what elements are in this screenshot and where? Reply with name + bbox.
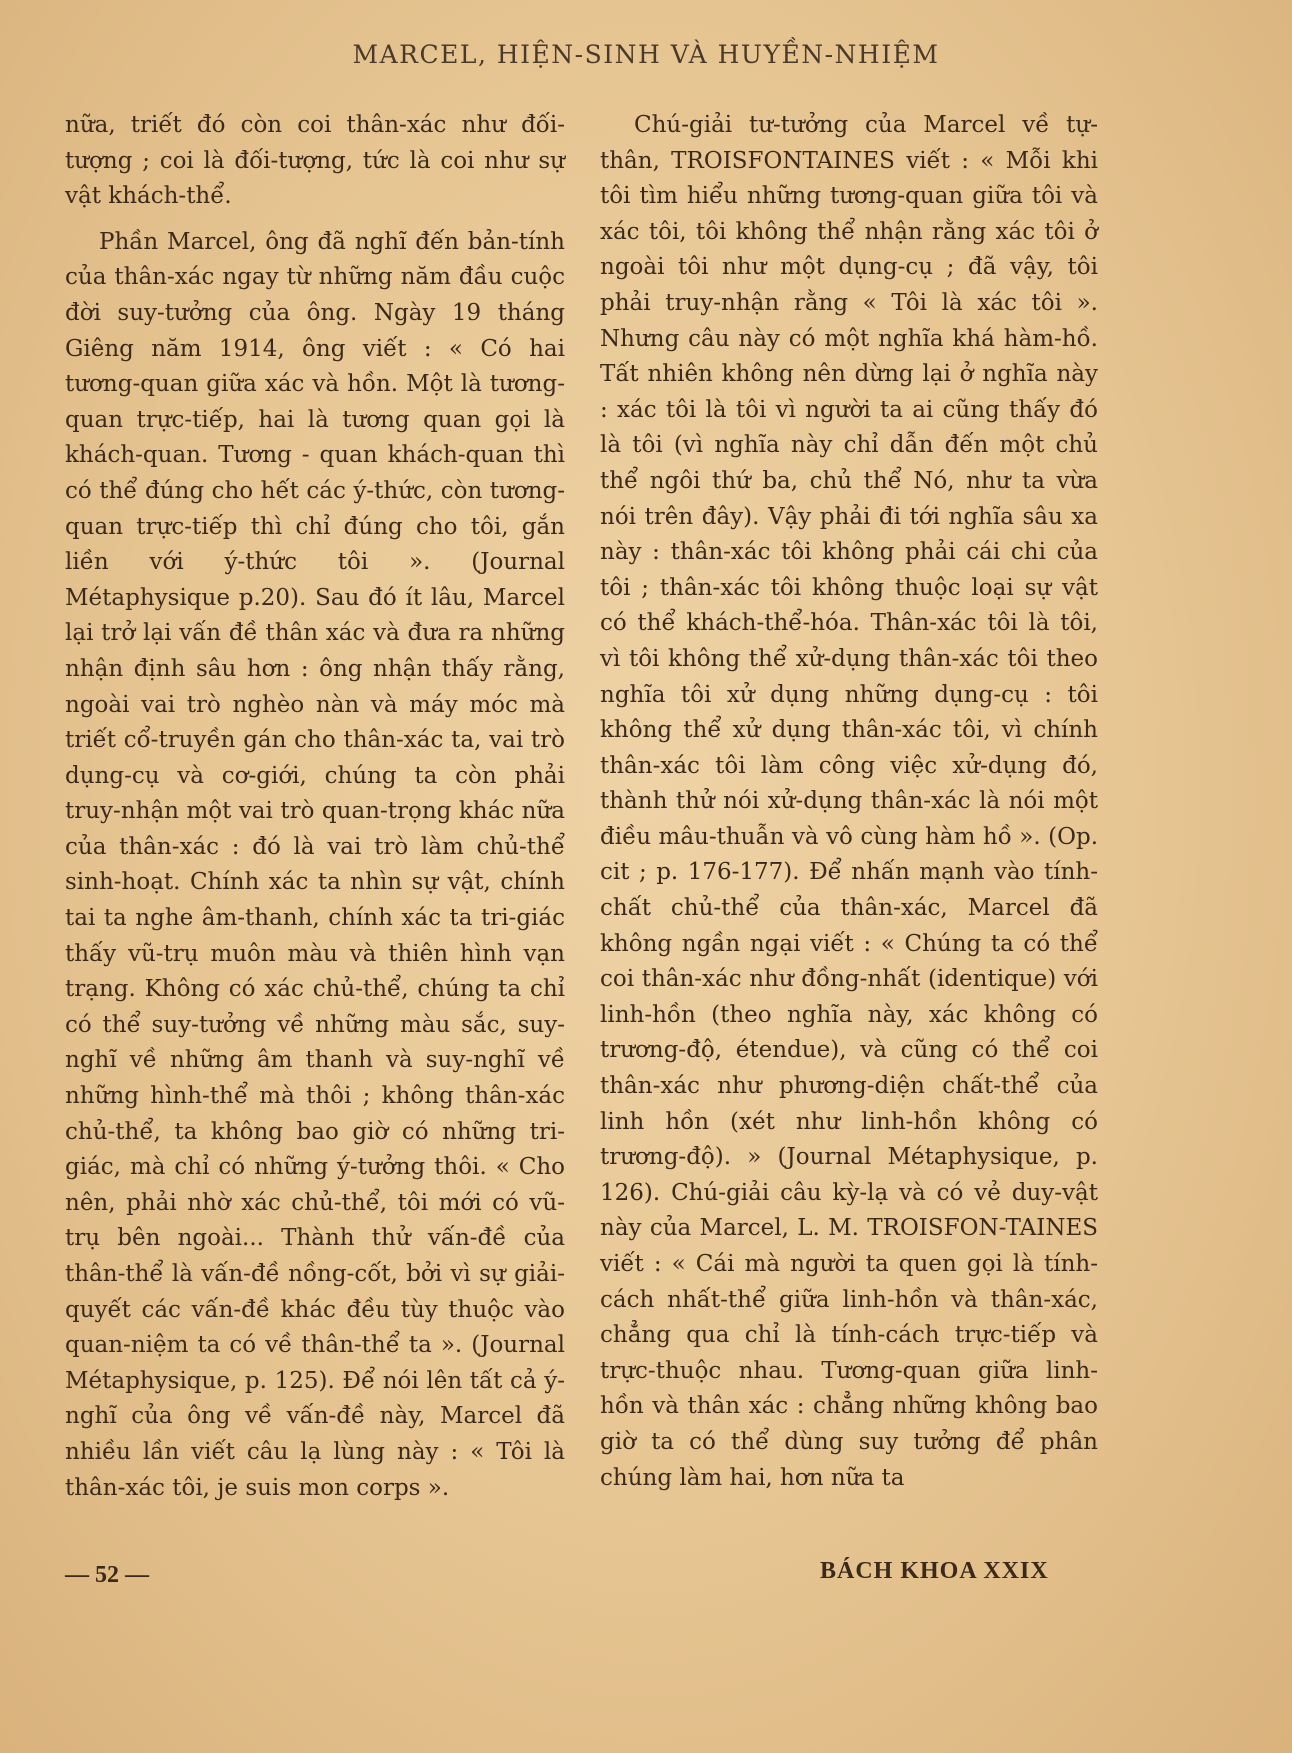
left-column	[65, 108, 565, 1506]
right-paragraph-1: Chú-giải tư-tưởng của Marcel về tự-thân, TROISFONTAINES viết : « Mỗi khi tôi tìm hiểu những tương-quan giữa tôi và xác tôi, tôi không thể nhận rằng xác tôi ở ngoài tôi như một dụng-cụ ; đã vậy, tôi phải truy-nhận rằng « Tôi là xác tôi ». Nhưng câu này có một nghĩa khá hàm-hồ. Tất nhiên không nên dừng lại ở nghĩa này : xác tôi là tôi vì người ta ai cũng thấy đó là tôi (vì nghĩa này chỉ dẫn đến một chủ thể ngôi thứ ba, chủ thể Nó, như ta vừa nói trên đây). Vậy phải đi tới nghĩa sâu xa này : thân-xác tôi không phải cái chi của tôi ; thân-xác tôi không thuộc loại sự vật có thể khách-thể-hóa. Thân-xác tôi là tôi, vì tôi không thể xử-dụng thân-xác tôi theo nghĩa tôi xử dụng những dụng-cụ : tôi không thể xử dụng thân-xác tôi, vì chính thân-xác tôi làm công việc xử-dụng đó, thành thử nói xử-dụng thân-xác là nói một điều mâu-thuẫn và vô cùng hàm hồ ». (Op. cit ; p. 176-177). Để nhấn mạnh vào tính-chất chủ-thể của thân-xác, Marcel đã không ngần ngại viết : « Chúng ta có thể coi thân-xác như đồng-nhất (identique) với linh-hồn (theo nghĩa này, xác không có trương-độ, étendue), và cũng có thể coi thân-xác như phương-diện chất-thể của linh hồn (xét như linh-hồn không có trương-độ). » (Journal Métaphysique, p. 126). Chú-giải câu kỳ-lạ và có vẻ duy-vật này của Marcel, L. M. TROISFON-TAINES viết : « Cái mà người ta quen gọi là tính-cách nhất-thể giữa linh-hồn và thân-xác, chẳng qua chỉ là tính-cách trực-tiếp và trực-thuộc nhau. Tương-quan giữa linh-hồn và thân xác : chẳng những không bao giờ ta có thể dùng suy tưởng để phân chúng làm hai, hơn nữa ta	[600, 112, 1098, 1491]
left-paragraph-2: Phần Marcel, ông đã nghĩ đến bản-tính của thân-xác ngay từ những năm đầu cuộc đời suy-tưởng của ông. Ngày 19 tháng Giêng năm 1914, ông viết : « Có hai tương-quan giữa xác và hồn. Một là tương-quan trực-tiếp, hai là tương quan gọi là khách-quan. Tương - quan khách-quan thì có thể đúng cho hết các ý-thức, còn tương-quan trực-tiếp thì chỉ đúng cho tôi, gắn liền với ý-thức tôi ». (Journal Métaphysique p.20). Sau đó ít lâu, Marcel lại trở lại vấn đề thân xác và đưa ra những nhận định sâu hơn : ông nhận thấy rằng, ngoài vai trò nghèo nàn và máy móc mà triết cổ-truyền gán cho thân-xác ta, vai trò dụng-cụ và cơ-giới, chúng ta còn phải truy-nhận một vai trò quan-trọng khác nữa của thân-xác : đó là vai trò làm chủ-thể sinh-hoạt. Chính xác ta nhìn sự vật, chính tai ta nghe âm-thanh, chính xác ta tri-giác thấy vũ-trụ muôn màu và thiên hình vạn trạng. Không có xác chủ-thể, chúng ta chỉ có thể suy-tưởng về những màu sắc, suy-nghĩ về những âm thanh và suy-nghĩ về những hình-thể mà thôi ; không thân-xác chủ-thể, ta không bao giờ có những tri-giác, mà chỉ có những ý-tưởng thôi. « Cho nên, phải nhờ xác chủ-thể, tôi mới có vũ-trụ bên ngoài... Thành thử vấn-đề của thân-thể là vấn-đề nồng-cốt, bởi vì sự giải-quyết các vấn-đề khác đều tùy thuộc vào quan-niệm ta có về thân-thể ta ». (Journal Métaphysique, p. 125). Để nói lên tất cả ý-nghĩ của ông về vấn-đề này, Marcel đã nhiều lần viết câu lạ lùng này : « Tôi là thân-xác tôi, je suis mon corps ».	[65, 228, 565, 1501]
right-column	[600, 108, 1098, 1496]
left-paragraph-1: nữa, triết đó còn coi thân-xác như đối-tượng ; coi là đối-tượng, tức là coi như sự vật khách-thể.	[65, 112, 565, 210]
page-number: — 52 —	[65, 1562, 149, 1588]
running-title: MARCEL, HIỆN-SINH VÀ HUYỀN-NHIỆM	[352, 40, 940, 69]
journal-issue: BÁCH KHOA XXIX	[820, 1558, 1049, 1584]
